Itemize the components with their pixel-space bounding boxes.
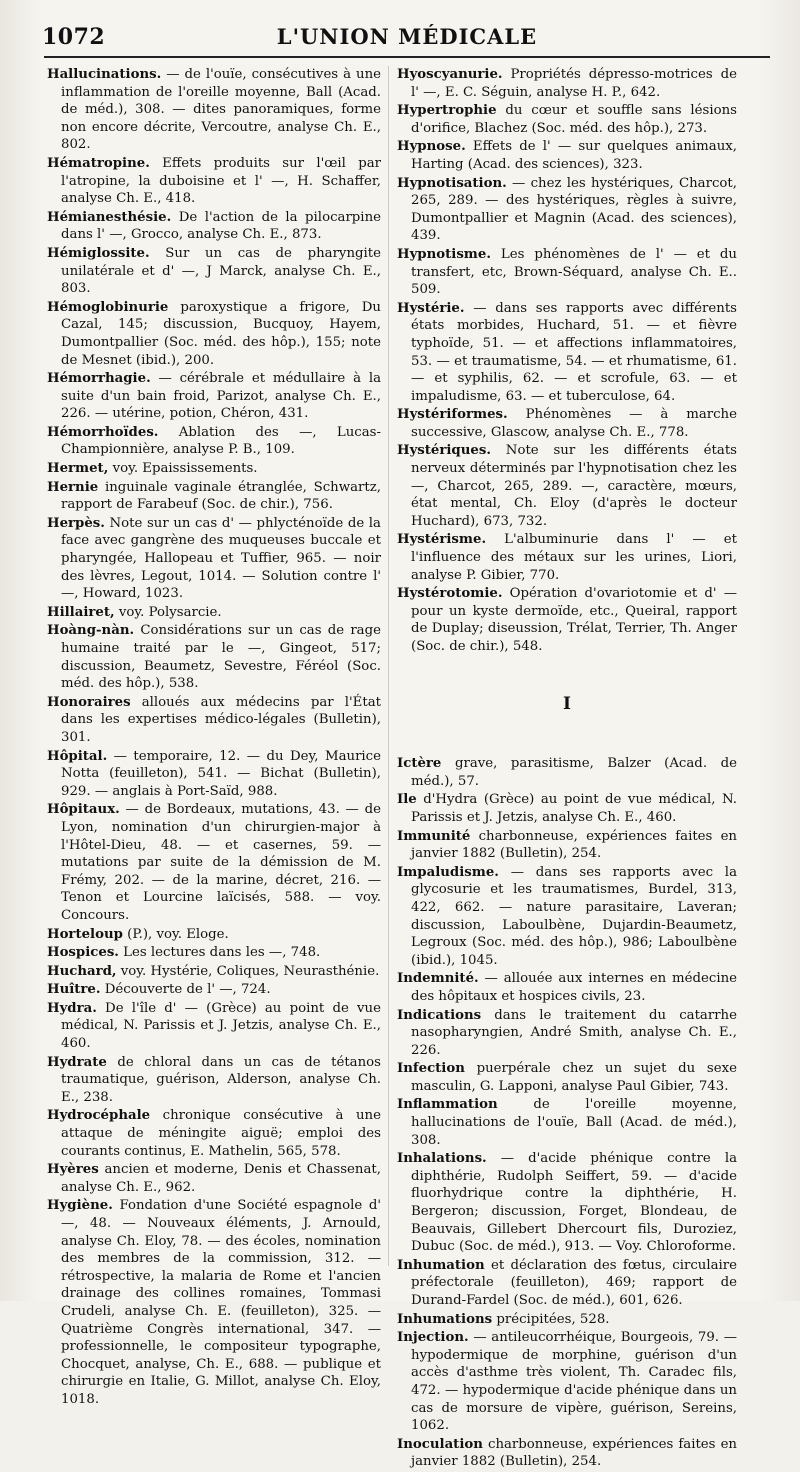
entry-text: Fondation d'une Société espagnole d' —, 48. — Nouveaux éléments, J. Arnould, analyse Ch. Eloy, 78. — des écoles, nomination des membres de la commission, 312. — rétrospective, la malaria de Rome et l'ancien drainage des collines romaines, Tommasi Crudeli, analyse Ch. E. (feuilleton), 325. — Quatrième Congrès international, 347. — professionnelle, le compositeur typographe, Chocquet, analyse, Ch. E., 688. — publique et chirurgie en Italie, G. Millot, analyse Ch. Eloy, 1018. <box>61 1198 381 1407</box>
entry-headword: Hémiglossite. <box>47 245 150 261</box>
entry-text: — antileucorrhéique, Bourgeois, 79. — hypodermique de morphine, guérison d'un accès d'asthme très violent, Th. Caradec fils, 472. — hypodermique d'acide phénique dans un cas de morsure de vipère, guérison, Sereins, 1062. <box>411 1330 737 1434</box>
entry-text: Note sur les différents états nerveux déterminés par l'hypnotisation chez les —, Charcot, 265, 289. —, caractère, mœurs, état mental, Ch. Eloy (d'après le docteur Huchard), 673, 732. <box>411 443 737 529</box>
entry-headword: Hallucinations. <box>47 67 162 82</box>
index-entry <box>397 1150 737 1256</box>
page-header <box>42 22 772 56</box>
section-letter: I <box>563 693 571 714</box>
entry-text: puerpérale chez un sujet du sexe masculin, G. Lapponi, analyse Paul Gibier, 743. <box>411 1061 737 1094</box>
entry-headword: Hystériformes. <box>397 407 508 423</box>
entry-headword: Hystérotomie. <box>397 586 503 602</box>
entry-headword: Herpès. <box>47 515 105 531</box>
entry-text: paroxystique a frigore, Du Cazal, 145; discussion, Bucquoy, Hayem, Dumontpallier (Soc. méd. des hôp.), 155; note de Mesnet (ibid.), 200. <box>61 299 381 368</box>
index-entry <box>397 406 737 441</box>
index-entry <box>397 246 737 299</box>
header-rule <box>44 56 770 58</box>
entry-headword: Inhumation <box>397 1257 485 1273</box>
entry-text: et déclaration des fœtus, circulaire préfectorale (feuilleton), 469; rapport de Durand-Fardel (Soc. de méd.), 601, 626. <box>411 1257 737 1308</box>
index-entry <box>47 245 381 298</box>
right-column-top <box>397 66 737 656</box>
entry-headword: Hermet, <box>47 461 109 477</box>
entry-text: — dans ses rapports avec différents états morbides, Huchard, 51. — et fièvre typhoïde, 51. — et affections inflammatoires, 53. — et traumatisme, 54. — et rhumatisme, 61. — et syphilis, 62. — et scrofule, 63. — et impaludisme, 63. — et tuberculose, 64. <box>411 300 737 404</box>
right-column <box>397 66 737 1472</box>
entry-text: — temporaire, 12. — du Dey, Maurice Notta (feuilleton), 541. — Bichat (Bulletin), 929. — anglais à Port-Saïd, 988. <box>61 748 381 799</box>
entry-text: Découverte de l' —, 724. <box>100 982 271 998</box>
entry-text: — d'acide phénique contre la diphthérie, Rudolph Seiffert, 59. — d'acide fluorhydrique contre la diphthérie, H. Bergeron; discussion, Forget, Blondeau, de Beauvais, Gillebert Dhercourt fils, Duroziez, Dubuc (Soc. de méd.), 913. — Voy. Chloroforme. <box>411 1151 737 1255</box>
entry-headword: Hypnose. <box>397 139 466 155</box>
entry-text: Effets de l' — sur quelques animaux, Harting (Acad. des sciences), 323. <box>411 139 737 172</box>
entry-headword: Hydrocéphale <box>47 1108 151 1124</box>
entry-headword: Ile <box>397 792 417 808</box>
entry-text: Effets produits sur l'œil par l'atropine, la duboisine et l' —, H. Schaffer, analyse Ch. E., 418. <box>61 155 381 207</box>
index-entry <box>47 926 381 944</box>
entry-text: Les phénomènes de l' — et du transfert, etc, Brown-Séquard, analyse Ch. E.. 509. <box>411 246 737 298</box>
index-entry <box>397 531 737 584</box>
entry-headword: Inflammation <box>397 1097 498 1113</box>
entry-text: précipitées, 528. <box>492 1311 610 1327</box>
entry-headword: Hystériques. <box>397 443 491 459</box>
entry-text: Propriétés dépresso-motrices de l' —, E. C. Séguin, analyse H. P., 642. <box>411 67 737 100</box>
entry-text: dans le traitement du catarrhe nasopharyngien, André Smith, analyse Ch. E., 226. <box>411 1007 737 1058</box>
entry-headword: Hémianesthésie. <box>47 209 172 225</box>
entry-headword: Hypnotisation. <box>397 175 507 191</box>
entry-text: ancien et moderne, Denis et Chassenat, analyse Ch. E., 962. <box>61 1162 381 1195</box>
column-divider <box>388 66 389 1266</box>
entry-headword: Hygiène. <box>47 1198 113 1214</box>
entry-text: — allouée aux internes en médecine des hôpitaux et hospices civils, 23. <box>411 971 737 1004</box>
index-entry <box>47 424 381 459</box>
index-entry <box>47 479 381 514</box>
entry-headword: Hystérie. <box>397 300 465 316</box>
entry-headword: Hôpital. <box>47 748 108 764</box>
index-entry <box>397 300 737 406</box>
entry-headword: Immunité <box>397 828 471 844</box>
entry-text: L'albuminurie dans l' — et l'influence des métaux sur les urines, Liori, analyse P. Gibier, 770. <box>411 532 737 583</box>
entry-headword: Hyères <box>47 1162 99 1178</box>
index-entry <box>47 1197 381 1408</box>
index-entry <box>397 585 737 655</box>
entry-headword: Horteloup <box>47 926 123 942</box>
entry-text: grave, parasitisme, Balzer (Acad. de méd.), 57. <box>411 756 737 789</box>
entry-headword: Hôpitaux. <box>47 802 120 818</box>
index-entry <box>47 1000 381 1053</box>
entry-headword: Inhalations. <box>397 1151 487 1167</box>
index-entry <box>397 1436 737 1471</box>
index-entry <box>47 370 381 423</box>
index-entry <box>47 460 381 478</box>
entry-text: Opération d'ovariotomie et d' — pour un kyste dermoïde, etc., Queiral, rapport de Duplay; diseussion, Trélat, Terrier, Th. Anger (Soc. de chir.), 548. <box>411 586 737 654</box>
entry-text: de chloral dans un cas de tétanos traumatique, guérison, Alderson, analyse Ch. E., 238. <box>61 1054 381 1105</box>
entry-headword: Indemnité. <box>397 971 479 987</box>
entry-headword: Inoculation <box>397 1436 483 1452</box>
entry-headword: Hémoglobinurie <box>47 299 169 315</box>
entry-text: charbonneuse, expériences faites en janvier 1882 (Bulletin), 254. <box>411 828 737 862</box>
index-entry <box>397 1329 737 1435</box>
entry-text: alloués aux médecins par l'État dans les expertises médico-légales (Bulletin), 301. <box>61 694 381 745</box>
entry-text: voy. Hystérie, Coliques, Neurasthénie. <box>116 963 380 979</box>
entry-text: Considérations sur un cas de rage humaine traité par le —, Gingeot, 517; discussion, Beaumetz, Sevestre, Féréol (Soc. méd. des hôp.), 538. <box>61 623 381 692</box>
entry-text: inguinale vaginale étranglée, Schwartz, rapport de Farabeuf (Soc. de chir.), 756. <box>61 479 381 513</box>
entry-text: (P.), voy. Eloge. <box>122 926 229 942</box>
index-entry <box>397 102 737 137</box>
index-entry <box>397 1060 737 1095</box>
entry-headword: Infection <box>397 1061 465 1077</box>
index-entry <box>47 622 381 692</box>
entry-text: d'Hydra (Grèce) au point de vue médical, N. Parissis et J. Jetzis, analyse Ch. E., 460. <box>411 792 737 825</box>
entry-text: du cœur et souffle sans lésions d'orifice, Blachez (Soc. méd. des hôp.), 273. <box>411 103 737 136</box>
index-entry <box>47 155 381 208</box>
index-entry <box>47 515 381 603</box>
entry-text: Sur un cas de pharyngite unilatérale et d' —, J Marck, analyse Ch. E., 803. <box>61 245 381 297</box>
entry-text: Note sur un cas d' — phlycténoïde de la face avec gangrène des muqueuses buccale et pharyngée, Hallopeau et Tuffier, 965. — noir des lèvres, Legout, 1014. — Solution contre l' —, Howard, 1023. <box>61 515 381 602</box>
right-column-bottom <box>397 755 737 1471</box>
entry-headword: Ictère <box>397 756 442 772</box>
index-entry <box>47 963 381 981</box>
page-number: 1072 <box>42 24 106 50</box>
entry-text: — de Bordeaux, mutations, 43. — de Lyon, nomination d'un chirurgien-major à l'Hôtel-Dieu, 48. — et casernes, 59. — mutations par suite de la démission de M. Frémy, 202. — de la marine, décret, 216. — Tenon et Lourcine laïcisés, 588. — voy. Concours. <box>61 802 381 923</box>
entry-text: charbonneuse, expériences faites en janvier 1882 (Bulletin), 254. <box>411 1436 737 1470</box>
index-entry <box>47 1161 381 1196</box>
index-entry <box>47 1054 381 1107</box>
entry-text: — dans ses rapports avec la glycosurie et les traumatismes, Burdel, 313, 422, 662. — nature parasitaire, Laveran; discussion, Laboulbène, Dujardin-Beaumetz, Legroux (Soc. méd. des hôp.), 986; Laboulbène (ibid.), 1045. <box>411 864 737 968</box>
entry-text: chronique consécutive à une attaque de méningite aiguë; emploi des courants continus, E. Mathelin, 565, 578. <box>61 1108 381 1159</box>
entry-headword: Honoraires <box>47 694 131 710</box>
index-entry <box>397 138 737 173</box>
entry-headword: Huchard, <box>47 963 117 979</box>
index-entry <box>47 944 381 962</box>
index-entry <box>47 981 381 999</box>
index-entry <box>47 801 381 924</box>
entry-text: voy. Polysarcie. <box>114 604 222 620</box>
entry-text: Les lectures dans les —, 748. <box>118 945 321 961</box>
index-entry <box>397 175 737 245</box>
entry-text: De l'île d' — (Grèce) au point de vue médical, N. Parissis et J. Jetzis, analyse Ch. E., 460. <box>61 1000 381 1052</box>
entry-headword: Hypertrophie <box>397 103 497 119</box>
index-entry <box>47 66 381 154</box>
index-entry <box>397 1311 737 1329</box>
entry-headword: Hydrate <box>47 1054 107 1070</box>
index-entry <box>397 66 737 101</box>
index-entry <box>397 828 737 863</box>
entry-headword: Hillairet, <box>47 604 115 620</box>
entry-headword: Hystérisme. <box>397 532 487 548</box>
index-entry <box>397 791 737 826</box>
entry-text: — de l'ouïe, consécutives à une inflammation de l'oreille moyenne, Ball (Acad. de méd.), 308. — dites panoramiques, forme non encore décrite, Vercoutre, analyse Ch. E., 802. <box>61 67 381 153</box>
entry-headword: Hypnotisme. <box>397 246 491 262</box>
index-entry <box>397 755 737 790</box>
entry-text: Ablation des —, Lucas-Championnière, analyse P. B., 109. <box>61 424 381 458</box>
index-entry <box>47 209 381 244</box>
entry-headword: Hémorrhagie. <box>47 371 151 387</box>
running-title: L'UNION MÉDICALE <box>276 24 538 49</box>
entry-headword: Hospices. <box>47 945 119 961</box>
index-entry <box>397 970 737 1005</box>
index-entry <box>397 1257 737 1310</box>
entry-headword: Indications <box>397 1007 482 1023</box>
entry-text: de l'oreille moyenne, hallucinations de l'ouïe, Ball (Acad. de méd.), 308. <box>411 1097 737 1148</box>
index-entry <box>47 1107 381 1160</box>
index-entry <box>47 748 381 801</box>
entry-text: De l'action de la pilocarpine dans l' —, Grocco, analyse Ch. E., 873. <box>61 209 381 243</box>
index-entry <box>47 299 381 369</box>
entry-headword: Injection. <box>397 1330 469 1346</box>
entry-headword: Hémorrhoïdes. <box>47 424 159 440</box>
index-entry <box>397 442 737 530</box>
entry-headword: Hoàng-nàn. <box>47 623 135 639</box>
entry-headword: Huître. <box>47 982 101 998</box>
entry-text: voy. Epaississements. <box>108 461 258 477</box>
entry-headword: Hernie <box>47 479 99 495</box>
entry-headword: Hyoscyanurie. <box>397 67 503 82</box>
index-entry <box>47 694 381 747</box>
entry-text: — chez les hystériques, Charcot, 265, 289. — des hystériques, règles à suivre, Dumontpallier et Magnin (Acad. des sciences), 439. <box>411 175 737 244</box>
index-entry <box>397 1007 737 1060</box>
left-column <box>47 66 381 1410</box>
entry-text: — cérébrale et médullaire à la suite d'un bain froid, Parizot, analyse Ch. E., 226. — utérine, potion, Chéron, 431. <box>61 371 381 422</box>
index-entry <box>397 1096 737 1149</box>
entry-headword: Hydra. <box>47 1000 97 1016</box>
entry-headword: Hématropine. <box>47 155 150 171</box>
index-entry <box>397 864 737 970</box>
entry-text: Phénomènes — à marche successive, Glascow, analyse Ch. E., 778. <box>411 407 737 440</box>
index-entry <box>47 604 381 622</box>
entry-headword: Impaludisme. <box>397 864 499 880</box>
entry-headword: Inhumations <box>397 1311 493 1327</box>
